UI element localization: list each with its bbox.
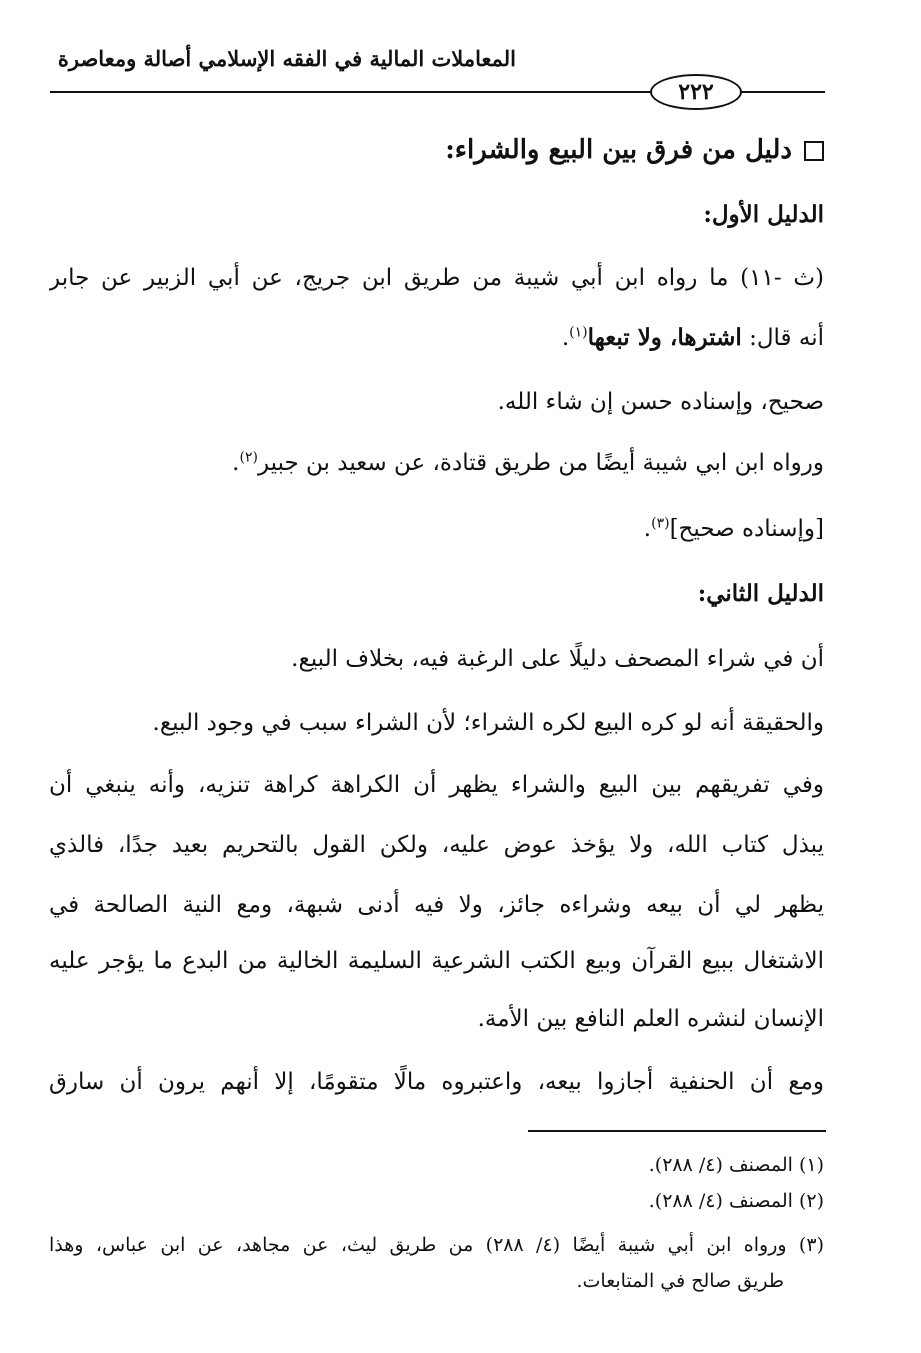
running-header-title: المعاملات المالية في الفقه الإسلامي أصالة ومعاصرة bbox=[57, 46, 516, 71]
footnote-3-line-1: (٣) ورواه ابن أبي شيبة أيضًا (٤/ ٢٨٨) من طريق ليث، عن مجاهد، عن ابن عباس، وهذا bbox=[49, 1234, 824, 1256]
paragraph-5: أن في شراء المصحف دليلًا على الرغبة فيه، بخلاف البيع. bbox=[291, 646, 824, 672]
page-number: ٢٢٢ bbox=[650, 74, 742, 110]
paragraph-1-line-2 bbox=[64, 318, 824, 358]
footnote-ref-2: (٢) bbox=[239, 449, 258, 466]
paragraph-4-text: [وإسناده صحيح] bbox=[669, 516, 824, 542]
paragraph-2: صحيح، وإسناده حسن إن شاء الله. bbox=[497, 389, 824, 415]
paragraph-7-line-5: الإنسان لنشره العلم النافع بين الأمة. bbox=[477, 1006, 824, 1032]
paragraph-7-line-3: يظهر لي أن بيعه وشراءه جائز، ولا فيه أدنى شبهة، ومع النية الصالحة في bbox=[49, 892, 824, 918]
evidence-2-title: الدليل الثاني: bbox=[697, 580, 824, 607]
paragraph-1-line-1: (ث -١١) ما رواه ابن أبي شيبة من طريق ابن جريج، عن أبي الزبير عن جابر bbox=[49, 265, 824, 291]
footnote-1: (١) المصنف (٤/ ٢٨٨). bbox=[648, 1154, 824, 1176]
evidence-1-title: الدليل الأول: bbox=[703, 201, 824, 228]
paragraph-3-text: ورواه ابن ابي شيبة أيضًا من طريق قتادة، عن سعيد بن جبير bbox=[257, 450, 824, 476]
footnote-3-line-2: طريق صالح في المتابعات. bbox=[576, 1270, 784, 1292]
paragraph-7-line-4: الاشتغال ببيع القرآن وبيع الكتب الشرعية السليمة الخالية من البدع ما يؤجر عليه bbox=[49, 948, 824, 974]
paragraph-6: والحقيقة أنه لو كره البيع لكره الشراء؛ لأن الشراء سبب في وجود البيع. bbox=[152, 710, 824, 736]
footnote-ref-1: (١) bbox=[569, 324, 588, 341]
paragraph-7-line-2: يبذل كتاب الله، ولا يؤخذ عوض عليه، ولكن القول بالتحريم بعيد جدًا، فالذي bbox=[49, 832, 824, 858]
section-heading-text: دليل من فرق بين البيع والشراء: bbox=[445, 135, 792, 165]
quote-text: اشترها، ولا تبعها bbox=[587, 324, 742, 351]
sentence-end: . bbox=[561, 325, 570, 351]
footnote-2: (٢) المصنف (٤/ ٢٨٨). bbox=[648, 1190, 824, 1212]
paragraph-7-line-1: وفي تفريقهم بين البيع والشراء يظهر أن الكراهة كراهة تنزيه، وأنه ينبغي أن bbox=[49, 772, 824, 798]
paragraph-4 bbox=[64, 509, 824, 549]
checkbox-square-icon bbox=[804, 141, 824, 161]
section-heading bbox=[64, 130, 824, 170]
paragraph-8-line-1: ومع أن الحنفية أجازوا بيعه، واعتبروه مالًا متقومًا، إلا أنهم يرون أن سارق bbox=[49, 1069, 824, 1095]
quote-intro: أنه قال: bbox=[741, 325, 824, 351]
paragraph-3 bbox=[64, 443, 824, 483]
footnote-ref-3: (٣) bbox=[651, 515, 670, 532]
footnote-separator bbox=[528, 1130, 826, 1132]
sentence-end: . bbox=[643, 516, 652, 542]
sentence-end: . bbox=[232, 450, 240, 476]
